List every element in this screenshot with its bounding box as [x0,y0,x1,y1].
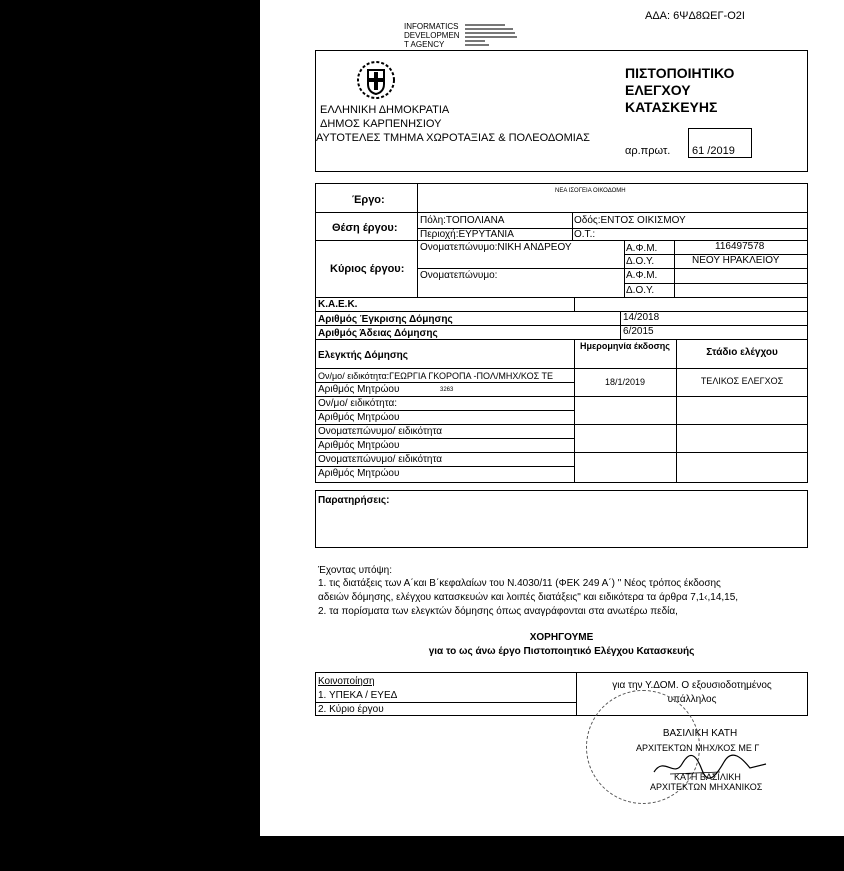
protocol-label: αρ.πρωτ. [625,145,671,157]
owner2-name: Ονοματεπώνυμο: [420,270,498,281]
distribution-item-1: 1. ΥΠΕΚΑ / ΕΥΕΔ [318,690,398,701]
considering-line-1: 1. τις διατάξεις των Α΄και Β΄κεφαλαίων του Ν.4030/11 (ΦΕΚ 249 Α΄) " Νέος τρόπος έκδοσης [318,578,721,589]
afm-label: Α.Φ.Μ. [626,243,658,254]
signatory-name: ΒΑΣΙΛΙΚΗ ΚΑΤΗ [662,728,738,739]
afm2-label: Α.Φ.Μ. [626,270,658,281]
mitroo3-label: Αριθμός Μητρώου [318,440,400,451]
remarks-label: Παρατηρήσεις: [318,495,390,506]
ergo-label: Έργο: [352,194,385,206]
greek-emblem-icon [355,60,397,100]
considering-line-2: αδειών δόμησης, ελέγχου κατασκευών και λοιπές διατάξεις" και ειδικότερα τα άρθρα 7,1‹,14,15, [318,592,739,603]
agency-line: T AGENCY [404,40,445,49]
document-page [260,0,844,836]
perioxi-value: Περιοχή:ΕΥΡΥΤΑΝΙΑ [420,229,514,240]
issuer-line-2: ΔΗΜΟΣ ΚΑΡΠΕΝΗΣΙΟΥ [320,118,442,130]
odos-value: Οδός:ΕΝΤΟΣ ΟΙΚΙΣΜΟΥ [574,215,686,226]
egkrisi-label: Αριθμός Έγκρισης Δόμησης [318,314,453,325]
stamp-name: ΚΑΤΗ ΒΑΣΙΛΙΚΗ [674,772,741,782]
adeia-value: 6/2015 [623,326,654,337]
title-line-3: ΚΑΤΑΣΚΕΥΗΣ [625,99,718,115]
mitroo1-value: 3263 [440,387,454,393]
kyrios-label: Κύριος έργου: [330,263,405,275]
grant-text: για το ως άνω έργο Πιστοποιητικό Ελέγχου Κατασκευής [428,646,695,657]
thesi-label: Θέση έργου: [332,222,398,234]
egkrisi-value: 14/2018 [623,312,660,323]
owner1-name: Ονοματεπώνυμο:ΝΙΚΗ ΑΝΔΡΕΟΥ [420,242,572,253]
considering-heading: Έχοντας υπόψη: [318,565,392,576]
stamp-title: ΑΡΧΙΤΕΚΤΩΝ ΜΗΧΑΝΙΚΟΣ [650,782,763,792]
doy-label: Δ.Ο.Υ. [626,256,655,267]
poli-value: Πόλη:ΤΟΠΟΛΙΑΝΑ [420,215,505,226]
doy2-label: Δ.Ο.Υ. [626,285,655,296]
afm-value: 116497578 [715,241,765,252]
issuer-line-3: ΑΥΤΟΤΕΛΕΣ ΤΜΗΜΑ ΧΩΡΟΤΑΞΙΑΣ & ΠΟΛΕΟΔΟΜΙΑΣ [316,132,590,144]
mitroo4-label: Αριθμός Μητρώου [318,468,400,479]
agency-stamp [404,22,460,49]
document-title [625,65,734,116]
distribution-label: Κοινοποίηση [318,676,375,687]
distribution-item-2: 2. Κύριο έργου [318,704,384,715]
title-line-1: ΠΙΣΤΟΠΟΙΗΤΙΚΟ [625,65,735,81]
mitroo2-label: Αριθμός Μητρώου [318,412,400,423]
inspector1-name: Ον/μο/ ειδικότητα:ΓΕΩΡΓΙΑ ΓΚΟΡΟΠΑ -ΠΟΛ/ΜΗΧ/ΚΟΣ ΤΕ [318,371,553,381]
inspector3-name: Ονοματεπώνυμο/ ειδικότητα [318,426,443,437]
inspector2-name: Ον/μο/ ειδικότητα: [318,398,398,409]
signatory-title: ΑΡΧΙΤΕΚΤΩΝ ΜΗΧ/ΚΟΣ ΜΕ Γ [636,743,760,753]
doy-value: ΝΕΟΥ ΗΡΑΚΛΕΙΟΥ [692,255,780,266]
protocol-value: 61 /2019 [692,145,735,157]
signature-line-2: υπάλληλος [667,694,717,705]
agency-line: INFORMATICS [404,22,459,31]
stage1-value: ΤΕΛΙΚΟΣ ΕΛΕΓΧΟΣ [700,376,784,386]
kaek-label: Κ.Α.Ε.Κ. [318,299,358,310]
signature-line-1: για την Υ.ΔΟΜ. Ο εξουσιοδοτημένος [612,680,772,691]
agency-stamp-fineprint [465,22,520,48]
considering-line-3: 2. τα πορίσματα των ελεγκτών δόμησης όπως αναγράφονται στα ανωτέρω πεδία, [318,606,678,617]
inspector4-name: Ονοματεπώνυμο/ ειδικότητα [318,454,443,465]
date1-value: 18/1/2019 [604,377,646,387]
elegktis-label: Ελεγκτής Δόμησης [318,350,408,361]
title-line-2: ΕΛΕΓΧΟΥ [625,82,691,98]
mitroo1-label: Αριθμός Μητρώου [318,384,400,395]
ot-value: Ο.Τ.: [574,229,596,240]
ergo-value: ΝΕΑ ΙΣΟΓΕΙΑ ΟΙΚΟΔΟΜΗ [555,188,626,194]
stage-header: Στάδιο ελέγχου [706,347,778,358]
grant-heading: ΧΟΡΗΓΟΥΜΕ [529,632,594,643]
adeia-label: Αριθμός Άδειας Δόμησης [318,328,438,339]
agency-line: DEVELOPMEN [404,31,460,40]
issuer-line-1: ΕΛΛΗΝΙΚΗ ΔΗΜΟΚΡΑΤΙΑ [320,104,450,116]
ada-code: ΑΔΑ: 6ΨΔ8ΩΕΓ-Ο2Ι [645,10,745,22]
date-header: Ημερομηνία έκδοσης [580,341,670,351]
